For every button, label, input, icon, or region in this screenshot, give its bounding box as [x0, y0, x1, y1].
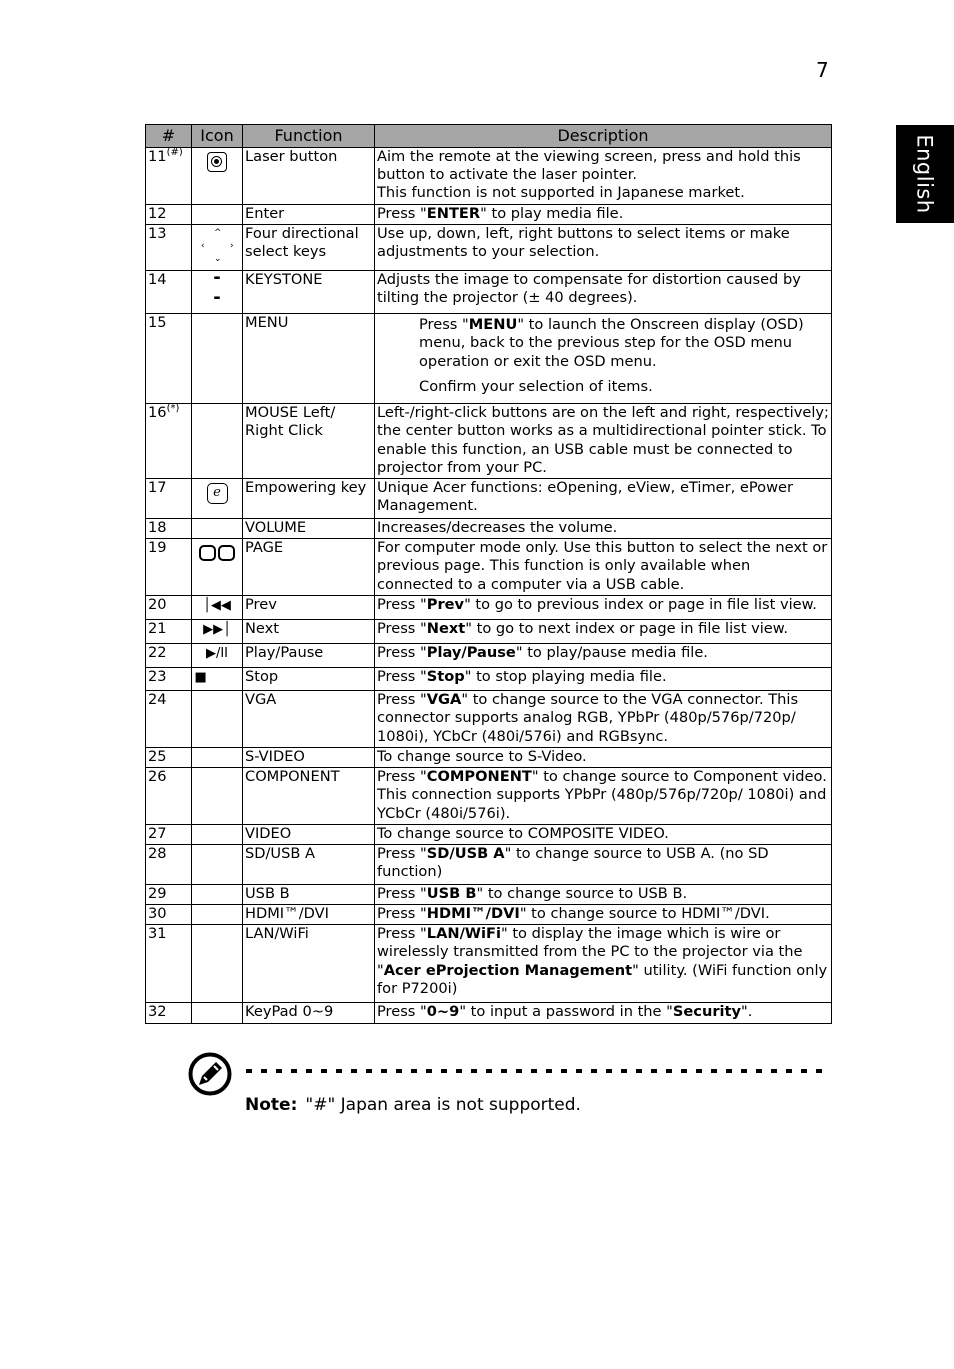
row-icon-cell	[192, 404, 243, 479]
key-name: Play/Pause	[426, 644, 516, 662]
table-row	[146, 925, 832, 1003]
row-icon-cell	[192, 825, 243, 845]
table-row	[146, 620, 832, 644]
laser-button-icon	[207, 152, 227, 172]
row-icon-cell	[192, 768, 243, 825]
description-line: Press "Stop" to stop playing media file.	[377, 668, 667, 686]
row-icon-cell	[192, 1003, 243, 1024]
row-icon-cell	[192, 620, 243, 644]
row-function: PAGE	[243, 539, 375, 596]
row-number: 21	[146, 620, 192, 644]
language-side-tab	[896, 125, 954, 223]
header-function: Function	[243, 125, 375, 148]
table-row	[146, 596, 832, 620]
row-icon-cell	[192, 205, 243, 225]
key-name: Security	[672, 1003, 742, 1021]
row-number: 26	[146, 768, 192, 825]
row-function: VGA	[243, 691, 375, 748]
row-number: 20	[146, 596, 192, 620]
row-icon-cell	[192, 668, 243, 691]
description-line: Press "SD/USB A" to change source to USB A. (no SD function)	[377, 845, 769, 881]
description-line: Confirm your selection of items.	[419, 377, 653, 395]
description-line: Press "VGA" to change source to the VGA connector. This connector supports analog RGB, YPbPr (480p/576p/720p/ 1080i), YCbCr (480i/576i) and RGBsync.	[377, 691, 799, 745]
table-row	[146, 1003, 832, 1024]
description-line: To change source to S-Video.	[377, 748, 587, 766]
row-icon-cell	[192, 925, 243, 1003]
row-function: VIDEO	[243, 825, 375, 845]
row-function: SD/USB A	[243, 845, 375, 885]
row-function: COMPONENT	[243, 768, 375, 825]
row-description	[375, 668, 832, 691]
table-row	[146, 205, 832, 225]
row-number: 18	[146, 519, 192, 539]
row-description	[375, 925, 832, 1003]
row-icon-cell	[192, 539, 243, 596]
key-name: Stop	[426, 668, 465, 686]
row-description	[375, 404, 832, 479]
row-description	[375, 748, 832, 768]
table-row	[146, 539, 832, 596]
row-description	[375, 768, 832, 825]
key-name: VGA	[426, 691, 462, 709]
key-name: Next	[426, 620, 466, 638]
row-function: HDMI™/DVI	[243, 905, 375, 925]
row-icon-cell	[192, 885, 243, 905]
description-line: Press "HDMI™/DVI" to change source to HDMI™/DVI.	[377, 905, 770, 923]
play-pause-icon: ▶/II	[205, 646, 229, 662]
row-function: VOLUME	[243, 519, 375, 539]
row-description	[375, 1003, 832, 1024]
row-description	[375, 825, 832, 845]
page-number: 7	[816, 58, 829, 82]
key-name: Prev	[426, 596, 465, 614]
row-function: S-VIDEO	[243, 748, 375, 768]
row-number: 17	[146, 479, 192, 519]
key-name: USB B	[426, 885, 477, 903]
description-line: Press "Next" to go to next index or page in file list view.	[377, 620, 789, 638]
row-function: Enter	[243, 205, 375, 225]
row-description	[375, 205, 832, 225]
row-function: Next	[243, 620, 375, 644]
row-description	[375, 271, 832, 314]
row-icon-cell	[192, 905, 243, 925]
description-line: This function is not supported in Japanese market.	[377, 184, 745, 202]
row-number: 15	[146, 314, 192, 404]
key-name: ENTER	[426, 205, 481, 222]
row-function: LAN/WiFi	[243, 925, 375, 1003]
table-row	[146, 479, 832, 519]
table-row	[146, 404, 832, 479]
table-row	[146, 644, 832, 668]
keystone-icon: - -	[213, 267, 221, 309]
row-function: KeyPad 0~9	[243, 1003, 375, 1024]
row-description	[375, 479, 832, 519]
key-name: 0~9	[426, 1003, 460, 1021]
row-icon-cell	[192, 691, 243, 748]
prev-icon: │◀◀	[203, 598, 231, 614]
row-number: 29	[146, 885, 192, 905]
key-name: HDMI™/DVI	[426, 905, 520, 923]
table-row	[146, 225, 832, 271]
row-number: 19	[146, 539, 192, 596]
table-row	[146, 271, 832, 314]
row-number-superscript: (#)	[166, 147, 183, 159]
key-name: COMPONENT	[426, 768, 532, 786]
note-divider	[246, 1069, 831, 1073]
header-icon: Icon	[192, 125, 243, 148]
description-line: To change source to COMPOSITE VIDEO.	[377, 825, 669, 843]
row-description	[375, 539, 832, 596]
row-description	[375, 644, 832, 668]
row-description	[375, 620, 832, 644]
table-row	[146, 691, 832, 748]
row-number: 31	[146, 925, 192, 1003]
description-line: Press "LAN/WiFi" to display the image which is wire or wirelessly transmitted from the PC to the projector via the "Acer eProjection Management" utility. (WiFi function only for P7200i)	[377, 925, 828, 997]
note-pen-icon	[188, 1052, 232, 1096]
row-icon-cell	[192, 596, 243, 620]
row-icon-cell	[192, 267, 243, 314]
table-row	[146, 905, 832, 925]
row-icon-cell	[192, 644, 243, 668]
table-header-row	[146, 125, 832, 148]
function-table	[145, 124, 832, 1024]
key-name: Acer eProjection Management	[383, 961, 633, 979]
row-function: Play/Pause	[243, 644, 375, 668]
row-description	[375, 596, 832, 620]
key-name: LAN/WiFi	[426, 925, 501, 943]
row-function: USB B	[243, 885, 375, 905]
row-icon-cell	[192, 314, 243, 404]
description-line: Use up, down, left, right buttons to select items or make adjustments to your selection.	[377, 225, 790, 261]
table-row	[146, 768, 832, 825]
row-icon-cell	[192, 748, 243, 768]
key-name: MENU	[468, 316, 518, 334]
row-number: 23	[146, 668, 192, 691]
table-row	[146, 314, 832, 404]
row-number: 28	[146, 845, 192, 885]
row-description	[375, 148, 832, 205]
row-function: Stop	[243, 668, 375, 691]
description-line: Press "USB B" to change source to USB B.	[377, 885, 688, 903]
description-line: Press "COMPONENT" to change source to Component video. This connection supports YPbPr (480p/576p/720p/ 1080i) and YCbCr (480i/576i).	[377, 768, 827, 822]
row-number: 16(*)	[146, 404, 192, 479]
row-description	[375, 845, 832, 885]
row-number: 14	[146, 271, 192, 314]
description-line: Aim the remote at the viewing screen, press and hold this button to activate the laser pointer.	[377, 148, 801, 184]
row-number: 32	[146, 1003, 192, 1024]
table-body	[146, 148, 832, 1024]
empowering-e-icon: e	[207, 483, 228, 504]
table-row	[146, 148, 832, 205]
row-number: 13	[146, 225, 192, 271]
row-number: 24	[146, 691, 192, 748]
side-tab-label: English	[913, 134, 938, 214]
row-number: 22	[146, 644, 192, 668]
table-row	[146, 825, 832, 845]
description-line: Press "ENTER" to play media file.	[377, 205, 624, 222]
four-direction-arrows-icon: ^ ‹ › ⌄	[201, 228, 234, 264]
row-function: MENU	[243, 314, 375, 404]
description-line: Press "MENU" to launch the Onscreen display (OSD) menu, back to the previous step for the OSD menu operation or exit the OSD menu.	[419, 316, 804, 370]
table-row	[146, 748, 832, 768]
table-row	[146, 885, 832, 905]
row-number: 12	[146, 205, 192, 225]
row-function: Four directional select keys	[243, 225, 375, 271]
table-row	[146, 845, 832, 885]
row-icon-cell	[192, 845, 243, 885]
row-description	[375, 314, 832, 404]
description-line: Press "0~9" to input a password in the "Security".	[377, 1003, 753, 1021]
row-function: KEYSTONE	[243, 271, 375, 314]
note-label: Note:	[245, 1095, 298, 1115]
row-number: 27	[146, 825, 192, 845]
page-buttons-icon	[198, 548, 236, 565]
description-line: Left-/right-click buttons are on the left and right, respectively; the center button works as a multidirectional pointer stick. To enable this function, an USB cable must be connected to projector from your PC.	[377, 404, 829, 476]
next-icon: ▶▶│	[203, 622, 231, 638]
row-description	[375, 905, 832, 925]
header-description: Description	[375, 125, 832, 148]
row-function: MOUSE Left/ Right Click	[243, 404, 375, 479]
row-number: 11(#)	[146, 148, 192, 205]
row-description	[375, 519, 832, 539]
note-text: "#" Japan area is not supported.	[305, 1095, 581, 1115]
row-icon-cell	[192, 148, 243, 205]
note	[245, 1094, 581, 1116]
description-line: Press "Play/Pause" to play/pause media file.	[377, 644, 708, 662]
row-icon-cell	[192, 479, 243, 519]
header-number: #	[146, 125, 192, 148]
description-line: Press "Prev" to go to previous index or page in file list view.	[377, 596, 817, 614]
table-row	[146, 519, 832, 539]
row-function: Empowering key	[243, 479, 375, 519]
row-icon-cell	[192, 519, 243, 539]
description-line: Increases/decreases the volume.	[377, 519, 618, 537]
row-number: 25	[146, 748, 192, 768]
row-description	[375, 885, 832, 905]
description-line: Unique Acer functions: eOpening, eView, eTimer, ePower Management.	[377, 479, 794, 515]
row-icon-cell	[192, 225, 243, 271]
stop-icon: ■	[194, 670, 207, 686]
row-description	[375, 225, 832, 271]
description-line: For computer mode only. Use this button to select the next or previous page. This function is only available when connected to a computer via a USB cable.	[377, 539, 828, 593]
row-number: 30	[146, 905, 192, 925]
row-function: Prev	[243, 596, 375, 620]
key-name: SD/USB A	[426, 845, 505, 863]
row-function: Laser button	[243, 148, 375, 205]
row-number-superscript: (*)	[166, 403, 180, 415]
row-description	[375, 691, 832, 748]
table-row	[146, 668, 832, 691]
description-line: Adjusts the image to compensate for distortion caused by tilting the projector (± 40 degrees).	[377, 271, 801, 307]
